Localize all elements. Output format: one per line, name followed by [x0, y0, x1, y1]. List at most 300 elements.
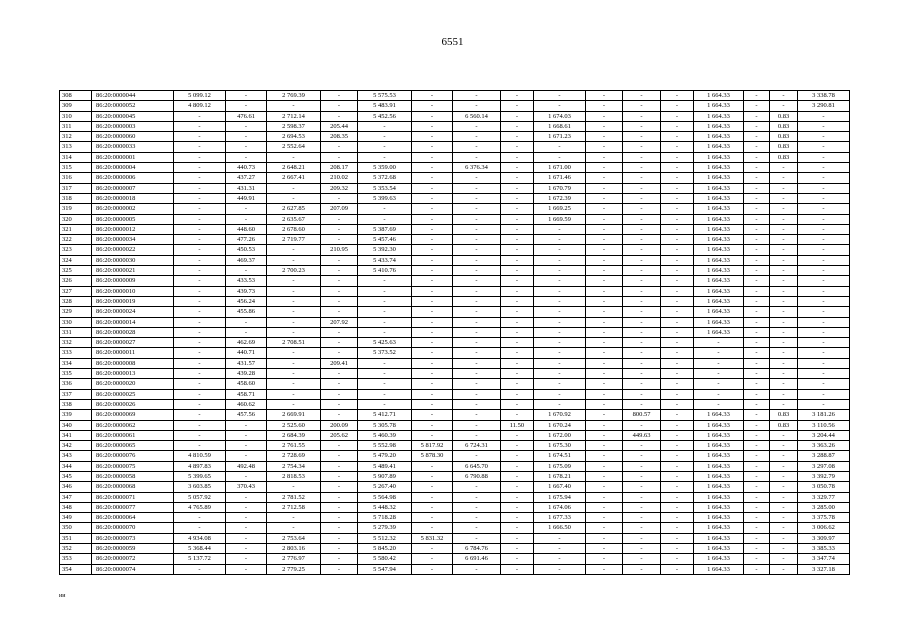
table-cell: 344: [60, 461, 92, 471]
table-row: [60, 523, 850, 533]
table-cell: 5 878.30: [412, 451, 453, 461]
table-cell: 5 305.78: [358, 420, 412, 430]
table-cell: 1 677.33: [534, 513, 586, 523]
table-cell: -: [661, 348, 694, 358]
table-cell: -: [453, 327, 501, 337]
table-cell: -: [770, 389, 798, 399]
table-cell: -: [623, 523, 661, 533]
table-cell: -: [501, 492, 534, 502]
table-cell: -: [267, 286, 321, 296]
table-cell: -: [623, 121, 661, 131]
table-cell: -: [798, 214, 850, 224]
table-cell: 316: [60, 173, 92, 183]
table-cell: 2 818.53: [267, 471, 321, 481]
table-cell: 309: [60, 101, 92, 111]
table-cell: -: [501, 204, 534, 214]
table-cell: 469.37: [226, 255, 267, 265]
table-cell: 1 664.33: [694, 235, 744, 245]
table-cell: 3 385.33: [798, 544, 850, 554]
table-cell: 1 671.46: [534, 173, 586, 183]
table-cell: -: [770, 255, 798, 265]
table-cell: 1 664.33: [694, 471, 744, 481]
table-cell: -: [501, 564, 534, 574]
table-cell: -: [412, 255, 453, 265]
table-cell: 449.91: [226, 193, 267, 203]
table-cell: -: [586, 338, 623, 348]
table-cell: -: [453, 121, 501, 131]
table-cell: -: [661, 101, 694, 111]
table-row: [60, 389, 850, 399]
table-cell: -: [623, 224, 661, 234]
table-cell: -: [744, 266, 770, 276]
table-cell: -: [586, 173, 623, 183]
table-cell: -: [744, 163, 770, 173]
table-cell: 440.73: [226, 163, 267, 173]
table-cell: -: [744, 523, 770, 533]
table-cell: -: [501, 286, 534, 296]
table-cell: -: [534, 101, 586, 111]
table-cell: -: [412, 111, 453, 121]
table-cell: 1 664.33: [694, 111, 744, 121]
table-cell: 86:20:0000030: [92, 255, 174, 265]
table-row: [60, 410, 850, 420]
table-cell: -: [534, 245, 586, 255]
table-cell: -: [321, 389, 358, 399]
table-cell: -: [534, 296, 586, 306]
table-cell: -: [623, 214, 661, 224]
table-cell: -: [174, 111, 226, 121]
table-cell: -: [534, 358, 586, 368]
table-cell: -: [321, 502, 358, 512]
table-cell: -: [453, 91, 501, 101]
table-cell: 0.83: [770, 111, 798, 121]
table-cell: -: [501, 296, 534, 306]
table-cell: -: [453, 307, 501, 317]
table-row: [60, 276, 850, 286]
table-cell: 1 678.21: [534, 471, 586, 481]
table-cell: -: [358, 379, 412, 389]
table-cell: -: [661, 461, 694, 471]
table-cell: -: [623, 132, 661, 142]
table-cell: -: [174, 173, 226, 183]
table-cell: -: [453, 502, 501, 512]
table-cell: -: [623, 276, 661, 286]
table-cell: -: [744, 327, 770, 337]
table-cell: -: [744, 245, 770, 255]
table-cell: -: [623, 245, 661, 255]
table-cell: -: [534, 255, 586, 265]
table-row: [60, 173, 850, 183]
table-cell: -: [586, 544, 623, 554]
table-cell: -: [358, 214, 412, 224]
table-cell: 86:20:0000019: [92, 296, 174, 306]
table-cell: -: [226, 502, 267, 512]
table-cell: -: [174, 348, 226, 358]
table-cell: 439.28: [226, 369, 267, 379]
table-cell: 340: [60, 420, 92, 430]
table-cell: 2 754.34: [267, 461, 321, 471]
table-cell: 2 684.39: [267, 430, 321, 440]
table-cell: -: [661, 492, 694, 502]
table-cell: -: [744, 111, 770, 121]
table-cell: -: [770, 523, 798, 533]
table-cell: 1 674.06: [534, 502, 586, 512]
table-cell: -: [744, 204, 770, 214]
table-cell: -: [586, 111, 623, 121]
table-cell: 2 753.64: [267, 533, 321, 543]
table-cell: 311: [60, 121, 92, 131]
table-cell: -: [534, 564, 586, 574]
table-cell: 1 674.51: [534, 451, 586, 461]
table-cell: 208.17: [321, 163, 358, 173]
table-cell: 5 564.98: [358, 492, 412, 502]
table-cell: 6 790.88: [453, 471, 501, 481]
table-cell: 3 347.74: [798, 554, 850, 564]
table-cell: 86:20:0000005: [92, 214, 174, 224]
table-cell: 2 708.51: [267, 338, 321, 348]
table-cell: -: [744, 513, 770, 523]
table-cell: -: [453, 564, 501, 574]
table-cell: -: [453, 276, 501, 286]
table-cell: -: [226, 132, 267, 142]
table-cell: -: [661, 369, 694, 379]
table-cell: 1 664.33: [694, 193, 744, 203]
table-cell: 3 375.78: [798, 513, 850, 523]
table-cell: -: [770, 327, 798, 337]
table-cell: -: [267, 101, 321, 111]
table-cell: -: [358, 121, 412, 131]
table-cell: 314: [60, 152, 92, 162]
table-cell: -: [623, 204, 661, 214]
table-cell: -: [226, 544, 267, 554]
table-cell: -: [770, 399, 798, 409]
table-cell: -: [226, 204, 267, 214]
table-cell: -: [534, 379, 586, 389]
table-cell: -: [661, 482, 694, 492]
table-cell: -: [661, 91, 694, 101]
table-cell: -: [321, 369, 358, 379]
table-cell: -: [453, 266, 501, 276]
table-cell: -: [744, 533, 770, 543]
table-cell: -: [661, 389, 694, 399]
table-cell: 86:20:0000003: [92, 121, 174, 131]
table-cell: 1 672.39: [534, 193, 586, 203]
table-cell: -: [770, 379, 798, 389]
table-cell: 460.62: [226, 399, 267, 409]
table-cell: -: [623, 492, 661, 502]
table-cell: 1 664.33: [694, 307, 744, 317]
table-cell: 1 664.33: [694, 410, 744, 420]
table-cell: -: [770, 482, 798, 492]
table-cell: -: [412, 471, 453, 481]
table-cell: 5 479.20: [358, 451, 412, 461]
table-cell: -: [321, 327, 358, 337]
table-cell: -: [661, 266, 694, 276]
table-cell: 4 934.08: [174, 533, 226, 543]
table-cell: 5 580.42: [358, 554, 412, 564]
table-cell: 1 664.33: [694, 163, 744, 173]
table-cell: 326: [60, 276, 92, 286]
table-cell: 86:20:0000061: [92, 430, 174, 440]
table-cell: -: [770, 214, 798, 224]
table-cell: -: [321, 101, 358, 111]
table-cell: 1 664.33: [694, 101, 744, 111]
table-cell: 1 672.00: [534, 430, 586, 440]
table-cell: -: [501, 235, 534, 245]
table-cell: -: [586, 317, 623, 327]
table-cell: 86:20:0000069: [92, 410, 174, 420]
table-cell: -: [586, 533, 623, 543]
table-cell: -: [744, 91, 770, 101]
table-row: [60, 163, 850, 173]
table-cell: -: [586, 163, 623, 173]
table-cell: 3 392.79: [798, 471, 850, 481]
table-cell: 200.09: [321, 420, 358, 430]
table-cell: -: [623, 564, 661, 574]
table-cell: -: [744, 173, 770, 183]
table-cell: -: [453, 430, 501, 440]
table-cell: 328: [60, 296, 92, 306]
table-cell: -: [412, 235, 453, 245]
table-cell: -: [412, 358, 453, 368]
table-cell: -: [412, 152, 453, 162]
table-cell: -: [453, 183, 501, 193]
table-cell: -: [267, 369, 321, 379]
table-cell: -: [623, 91, 661, 101]
table-cell: -: [623, 482, 661, 492]
table-cell: -: [174, 441, 226, 451]
table-cell: -: [226, 471, 267, 481]
table-cell: -: [586, 235, 623, 245]
table-cell: -: [267, 152, 321, 162]
table-cell: -: [770, 173, 798, 183]
table-cell: -: [412, 410, 453, 420]
table-row: [60, 502, 850, 512]
table-cell: 86:20:0000071: [92, 492, 174, 502]
table-cell: -: [661, 338, 694, 348]
table-cell: -: [798, 235, 850, 245]
table-cell: -: [453, 317, 501, 327]
table-cell: -: [586, 441, 623, 451]
table-cell: -: [501, 142, 534, 152]
table-cell: -: [586, 471, 623, 481]
table-cell: -: [174, 379, 226, 389]
table-cell: -: [586, 379, 623, 389]
table-cell: -: [694, 369, 744, 379]
table-cell: 2 728.69: [267, 451, 321, 461]
table-cell: -: [534, 533, 586, 543]
table-cell: -: [798, 152, 850, 162]
table-cell: -: [798, 307, 850, 317]
table-cell: 333: [60, 348, 92, 358]
table-cell: -: [174, 358, 226, 368]
table-cell: 0.83: [770, 410, 798, 420]
table-cell: 5 575.53: [358, 91, 412, 101]
table-cell: 462.69: [226, 338, 267, 348]
table-cell: 2 694.53: [267, 132, 321, 142]
table-cell: 3 297.08: [798, 461, 850, 471]
table-cell: -: [412, 399, 453, 409]
table-cell: -: [267, 389, 321, 399]
table-row: [60, 317, 850, 327]
table-cell: 350: [60, 523, 92, 533]
table-cell: -: [321, 91, 358, 101]
table-cell: -: [412, 307, 453, 317]
table-cell: -: [798, 224, 850, 234]
table-cell: -: [661, 111, 694, 121]
table-cell: 86:20:0000012: [92, 224, 174, 234]
table-cell: -: [770, 471, 798, 481]
table-cell: -: [770, 492, 798, 502]
table-cell: -: [174, 163, 226, 173]
table-cell: -: [453, 389, 501, 399]
table-cell: -: [321, 152, 358, 162]
table-cell: 3 603.85: [174, 482, 226, 492]
table-cell: 5 457.46: [358, 235, 412, 245]
table-cell: 476.61: [226, 111, 267, 121]
table-cell: 313: [60, 142, 92, 152]
table-cell: -: [412, 214, 453, 224]
table-cell: -: [453, 523, 501, 533]
table-cell: -: [623, 307, 661, 317]
page-footer-mark: ии: [59, 593, 66, 599]
table-cell: -: [226, 327, 267, 337]
table-cell: -: [453, 296, 501, 306]
table-cell: -: [321, 142, 358, 152]
table-cell: -: [321, 111, 358, 121]
table-cell: 86:20:0000018: [92, 193, 174, 203]
table-cell: -: [586, 245, 623, 255]
table-cell: -: [744, 379, 770, 389]
table-cell: 1 670.24: [534, 420, 586, 430]
table-cell: -: [586, 152, 623, 162]
table-cell: 1 664.33: [694, 245, 744, 255]
table-cell: -: [623, 266, 661, 276]
table-cell: -: [744, 224, 770, 234]
table-cell: 205.44: [321, 121, 358, 131]
table-cell: -: [321, 255, 358, 265]
table-cell: 433.53: [226, 276, 267, 286]
table-cell: -: [744, 132, 770, 142]
table-cell: 0.83: [770, 121, 798, 131]
table-cell: 1 675.30: [534, 441, 586, 451]
table-row: [60, 183, 850, 193]
table-cell: -: [358, 296, 412, 306]
table-cell: -: [770, 564, 798, 574]
table-cell: -: [661, 276, 694, 286]
table-cell: -: [174, 286, 226, 296]
table-cell: -: [501, 369, 534, 379]
table-cell: 1 671.23: [534, 132, 586, 142]
table-cell: -: [453, 348, 501, 358]
table-cell: -: [661, 286, 694, 296]
table-cell: 456.24: [226, 296, 267, 306]
table-cell: 327: [60, 286, 92, 296]
table-cell: 2 525.60: [267, 420, 321, 430]
table-cell: -: [453, 132, 501, 142]
table-cell: -: [798, 173, 850, 183]
table-cell: -: [623, 111, 661, 121]
table-cell: -: [501, 544, 534, 554]
table-cell: -: [744, 358, 770, 368]
table-cell: 3 329.77: [798, 492, 850, 502]
table-cell: -: [501, 441, 534, 451]
table-cell: 86:20:0000044: [92, 91, 174, 101]
table-cell: -: [174, 193, 226, 203]
table-body: [60, 91, 850, 575]
table-cell: 6 645.70: [453, 461, 501, 471]
table-cell: -: [321, 513, 358, 523]
table-cell: -: [661, 173, 694, 183]
table-cell: -: [321, 379, 358, 389]
table-cell: 210.95: [321, 245, 358, 255]
table-cell: 1 670.79: [534, 183, 586, 193]
table-cell: -: [534, 266, 586, 276]
table-cell: -: [770, 451, 798, 461]
table-cell: -: [586, 276, 623, 286]
table-cell: -: [412, 132, 453, 142]
table-cell: -: [534, 224, 586, 234]
table-cell: -: [412, 91, 453, 101]
table-cell: -: [661, 523, 694, 533]
table-cell: -: [798, 296, 850, 306]
table-cell: -: [623, 317, 661, 327]
table-cell: -: [267, 523, 321, 533]
table-cell: -: [586, 327, 623, 337]
table-cell: -: [358, 286, 412, 296]
table-cell: 1 664.33: [694, 482, 744, 492]
table-cell: -: [501, 111, 534, 121]
table-cell: -: [226, 523, 267, 533]
table-cell: 86:20:0000004: [92, 163, 174, 173]
table-cell: 458.71: [226, 389, 267, 399]
table-cell: 1 664.33: [694, 276, 744, 286]
table-cell: -: [412, 492, 453, 502]
table-cell: -: [501, 266, 534, 276]
table-cell: -: [174, 317, 226, 327]
table-cell: 5 512.32: [358, 533, 412, 543]
table-cell: -: [770, 307, 798, 317]
table-cell: -: [744, 193, 770, 203]
table-cell: -: [412, 142, 453, 152]
table-cell: -: [321, 441, 358, 451]
table-cell: -: [453, 369, 501, 379]
table-cell: -: [661, 296, 694, 306]
table-row: [60, 482, 850, 492]
table-cell: 1 675.09: [534, 461, 586, 471]
table-cell: -: [770, 193, 798, 203]
table-cell: -: [586, 224, 623, 234]
table-cell: -: [798, 183, 850, 193]
table-cell: -: [744, 430, 770, 440]
table-cell: -: [412, 327, 453, 337]
table-row: [60, 533, 850, 543]
table-cell: 3 285.00: [798, 502, 850, 512]
table-cell: -: [501, 513, 534, 523]
table-cell: 2 712.58: [267, 502, 321, 512]
table-cell: 1 664.33: [694, 420, 744, 430]
table-cell: 342: [60, 441, 92, 451]
table-cell: -: [267, 358, 321, 368]
table-cell: -: [321, 523, 358, 533]
table-cell: -: [412, 523, 453, 533]
table-row: [60, 513, 850, 523]
table-cell: -: [744, 276, 770, 286]
table-cell: -: [694, 348, 744, 358]
table-cell: -: [744, 338, 770, 348]
table-cell: 3 338.78: [798, 91, 850, 101]
table-cell: -: [412, 204, 453, 214]
